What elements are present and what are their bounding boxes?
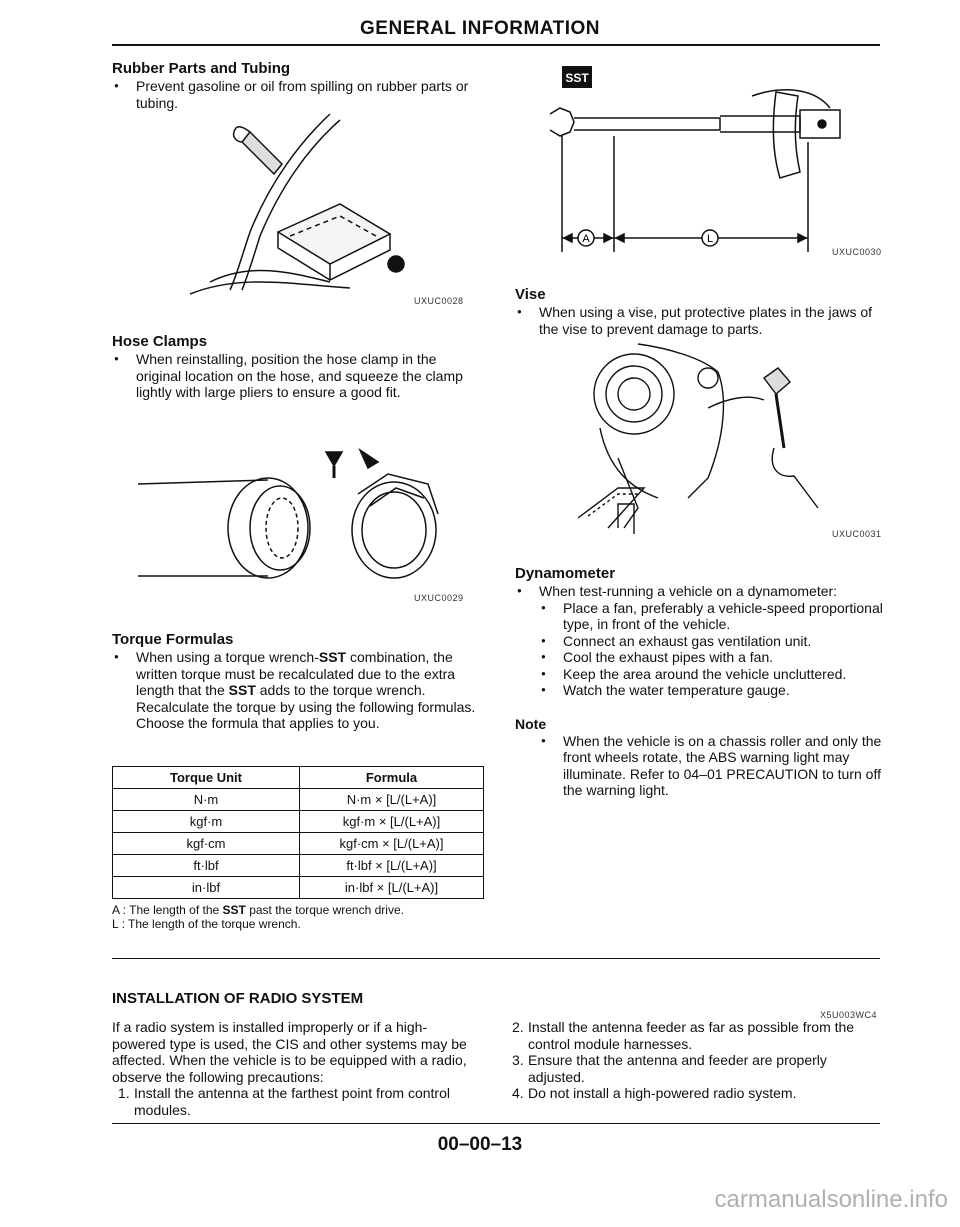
torque-table-header-row [113,767,484,789]
table-cell-formula: N·m × [L/(L+A)] [300,789,484,811]
footer-rule [112,1123,880,1124]
rubber-figure [190,112,410,302]
radio-step-4-num: 4. [512,1085,524,1101]
radio-step-4-text: Do not install a high-powered radio system. [528,1085,797,1101]
radio-step-1-num: 1. [118,1085,130,1101]
table-cell-formula: ft·lbf × [L/(L+A)] [300,855,484,877]
dyno-heading: Dynamometer [515,565,616,582]
vise-bullet: ● When using a vise, put protective plates in the jaws of the vise to prevent damage to parts. [515,304,885,337]
dyno-section [515,565,895,799]
vise-fig-code: UXUC0031 [832,529,882,539]
header-rule [112,44,880,46]
vise-figure [578,338,848,538]
sst-fig-code: UXUC0030 [832,247,882,257]
torque-table-header-formula: Formula [300,767,484,789]
rubber-section [112,60,472,111]
torque-notes [112,903,492,931]
torque-bullet-text-2: combination, the written torque must be recalculated due to the extra length that the [136,649,456,698]
torque-bullet-sst-2: SST [228,682,256,698]
table-cell-formula: kgf·cm × [L/(L+A)] [300,833,484,855]
hose-fig-code: UXUC0029 [414,593,464,603]
list-item: ● Keep the area around the vehicle uncluttered. [539,666,895,683]
hose-section [112,333,477,401]
hose-bullet: ● When reinstalling, position the hose clamp in the original location on the hose, and squeeze the clamp lightly with large pliers to ensure a good fit. [112,351,477,401]
dyno-bullet: ● When test-running a vehicle on a dynamometer: [515,583,895,600]
rubber-bullet: ● Prevent gasoline or oil from spilling on rubber parts or tubing. [112,78,472,111]
table-cell-unit: kgf·cm [113,833,300,855]
torque-bullet-text-1: When using a torque wrench- [136,649,319,665]
table-row [113,811,484,833]
table-row [113,877,484,899]
hose-heading: Hose Clamps [112,333,208,350]
radio-step-4 [506,1085,886,1102]
torque-note-a [112,903,492,917]
sst-label-l: L [706,233,714,245]
torque-table-header-unit: Torque Unit [113,767,300,789]
hose-clamp-figure [138,444,468,584]
radio-step-3 [506,1052,886,1085]
torque-bullet-sst-1: SST [318,649,347,665]
list-item: ● Connect an exhaust gas ventilation unit. [539,633,895,650]
radio-step-2 [506,1019,886,1052]
table-cell-formula: kgf·m × [L/(L+A)] [300,811,484,833]
dyno-note-list [515,733,895,799]
radio-intro: If a radio system is installed improperly or if a high-powered type is used, the CIS and other systems may be affected. When the vehicle is to be equipped with a radio, observe the following precautions: [112,1019,467,1085]
sst-torque-wrench-figure [540,62,860,272]
table-cell-unit: N·m [113,789,300,811]
vise-heading: Vise [515,286,546,303]
torque-note-a-text-1: A : The length of the [112,903,223,917]
vise-section [515,286,885,337]
radio-step-2-text: Install the antenna feeder as far as possible from the control module harnesses. [528,1019,855,1052]
table-cell-unit: in·lbf [113,877,300,899]
radio-step-2-num: 2. [512,1019,524,1035]
radio-heading: INSTALLATION OF RADIO SYSTEM [112,990,364,1007]
table-cell-unit: ft·lbf [113,855,300,877]
dyno-sublist [515,600,895,699]
radio-code: X5U003WC4 [820,1010,878,1020]
table-row [113,789,484,811]
page-header-title: GENERAL INFORMATION [360,18,600,39]
dyno-note-bullet: ● When the vehicle is on a chassis roller and only the front wheels rotate, the ABS warning light may illuminate. Refer to 04–01 PRECAUTION to turn off the warning light. [539,733,895,799]
torque-bullet-text-3: adds to the torque wrench. Recalculate the torque by using the following formulas. Choose the formula that applies to you. [136,682,476,731]
sst-label-a: A [582,233,590,245]
sst-badge: SST [565,71,589,85]
list-item: ● Cool the exhaust pipes with a fan. [539,649,895,666]
rubber-heading: Rubber Parts and Tubing [112,60,291,77]
table-row [113,855,484,877]
torque-note-l: L : The length of the torque wrench. [112,917,301,931]
torque-section [112,631,482,732]
radio-step-3-num: 3. [512,1052,524,1068]
section-divider [112,958,880,959]
torque-note-a-text-2: past the torque wrench drive. [245,903,404,917]
radio-step-1-text: Install the antenna at the farthest point from control modules. [134,1085,450,1118]
list-item: ● Place a fan, preferably a vehicle-speed proportional type, in front of the vehicle. [539,600,895,633]
radio-step-1 [112,1085,472,1118]
table-cell-formula: in·lbf × [L/(L+A)] [300,877,484,899]
watermark: carmanualsonline.info [714,1186,948,1213]
page-number: 00–00–13 [437,1134,523,1155]
list-item: ● Watch the water temperature gauge. [539,682,895,699]
table-row [113,833,484,855]
rubber-fig-code: UXUC0028 [414,296,464,306]
torque-table [112,766,484,899]
radio-step-3-text: Ensure that the antenna and feeder are properly adjusted. [528,1052,827,1085]
torque-heading: Torque Formulas [112,631,234,648]
radio-steps-right [506,1019,886,1102]
torque-note-a-sst: SST [222,903,246,917]
dyno-note-heading: Note [515,715,547,732]
torque-bullet [112,649,482,732]
table-cell-unit: kgf·m [113,811,300,833]
